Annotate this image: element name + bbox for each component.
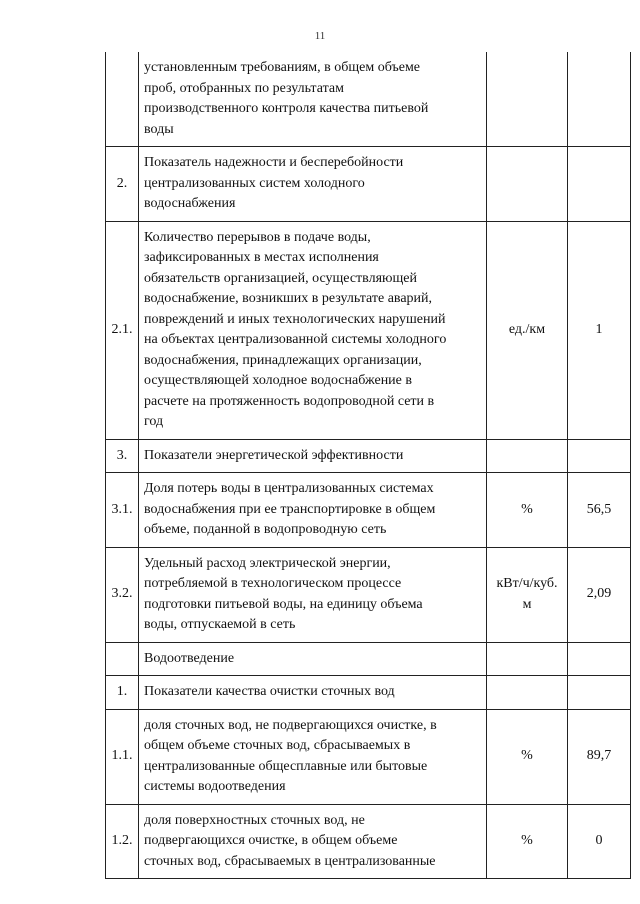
- row-unit: [487, 804, 568, 879]
- row-unit-text: %: [521, 833, 533, 848]
- table-row: [106, 709, 631, 804]
- row-unit: [487, 547, 568, 642]
- row-unit: [487, 147, 568, 222]
- table-row: [106, 439, 631, 473]
- row-number: [106, 642, 139, 676]
- row-number: 2.: [106, 147, 139, 222]
- row-value: [568, 439, 631, 473]
- row-value: [568, 147, 631, 222]
- row-unit: [487, 642, 568, 676]
- row-unit-text: %: [521, 501, 533, 517]
- row-description: [139, 439, 487, 473]
- row-description-text: установленным требованиям, в общем объеме проб, отобранных по результатам производственного контроля качества питьевой воды: [144, 60, 429, 137]
- row-description: [139, 547, 487, 642]
- row-unit: [487, 439, 568, 473]
- row-number: 3.1.: [106, 473, 139, 548]
- row-description-text: Удельный расход электрической энергии, потребляемой в технологическом процессе подготовки питьевой воды, на единицу объема воды, отпускаемой в сеть: [144, 555, 423, 632]
- row-unit: [487, 709, 568, 804]
- row-description: [139, 709, 487, 804]
- row-value: [568, 642, 631, 676]
- row-unit-text: %: [521, 748, 533, 764]
- indicators-table: [105, 52, 631, 879]
- row-description-text: Показатель надежности и бесперебойности централизованных систем холодного водоснабжения: [144, 155, 404, 211]
- row-description: [139, 676, 487, 710]
- table-row: [106, 676, 631, 710]
- table-row: [106, 804, 631, 879]
- row-description-text: доля сточных вод, не подвергающихся очистке, в общем объеме сточных вод, сбрасываемых в централизованные общесплавные или бытовые системы водоотведения: [144, 717, 437, 794]
- row-description-text: доля поверхностных сточных вод, не подвергающихся очистке, в общем объеме сточных вод, сбрасываемых в централизованные: [144, 812, 436, 869]
- row-number: 3.: [106, 439, 139, 473]
- row-number: 2.1.: [106, 221, 139, 439]
- row-description: [139, 473, 487, 548]
- row-description: [139, 642, 487, 676]
- row-value: 0: [568, 804, 631, 879]
- row-description-text: Показатели энергетической эффективности: [144, 447, 404, 463]
- table-row: [106, 221, 631, 439]
- row-description-text: Количество перерывов в подаче воды, зафиксированных в местах исполнения обязательств организацией, осуществляющей водоснабжение, возникших в результате аварий, повреждений и иных технологических нарушений на объектах централизованной системы холодного водоснабжения, принадлежащих организации, осуществляющей холодное водоснабжение в расчете на протяженность водопроводной сети в год: [144, 229, 447, 429]
- row-number: 3.2.: [106, 547, 139, 642]
- row-description-text: Водоотведение: [144, 650, 235, 666]
- row-description: [139, 147, 487, 222]
- row-description: [139, 52, 487, 147]
- table-row: [106, 642, 631, 676]
- row-unit-text: кВт/ч/куб. м: [496, 576, 558, 612]
- row-number: 1.1.: [106, 709, 139, 804]
- page-number: 11: [314, 30, 326, 42]
- table-body: [106, 52, 631, 879]
- row-value: 2,09: [568, 547, 631, 642]
- row-number: 1.: [106, 676, 139, 710]
- row-value: 1: [568, 221, 631, 439]
- row-description: [139, 804, 487, 879]
- table-row: [106, 52, 631, 147]
- table-row: [106, 547, 631, 642]
- row-value: 89,7: [568, 709, 631, 804]
- table-row: [106, 147, 631, 222]
- row-description-text: Показатели качества очистки сточных вод: [144, 684, 395, 699]
- row-value: [568, 676, 631, 710]
- row-description-text: Доля потерь воды в централизованных системах водоснабжения при ее транспортировке в общем объеме, поданной в водопроводную сеть: [144, 481, 436, 537]
- row-unit: [487, 676, 568, 710]
- table-row: [106, 473, 631, 548]
- row-unit: [487, 221, 568, 439]
- row-unit: [487, 52, 568, 147]
- row-description: [139, 221, 487, 439]
- row-number: [106, 52, 139, 147]
- row-value: 56,5: [568, 473, 631, 548]
- row-value: [568, 52, 631, 147]
- row-unit: [487, 473, 568, 548]
- row-unit-text: ед./км: [508, 321, 546, 337]
- row-number: 1.2.: [106, 804, 139, 879]
